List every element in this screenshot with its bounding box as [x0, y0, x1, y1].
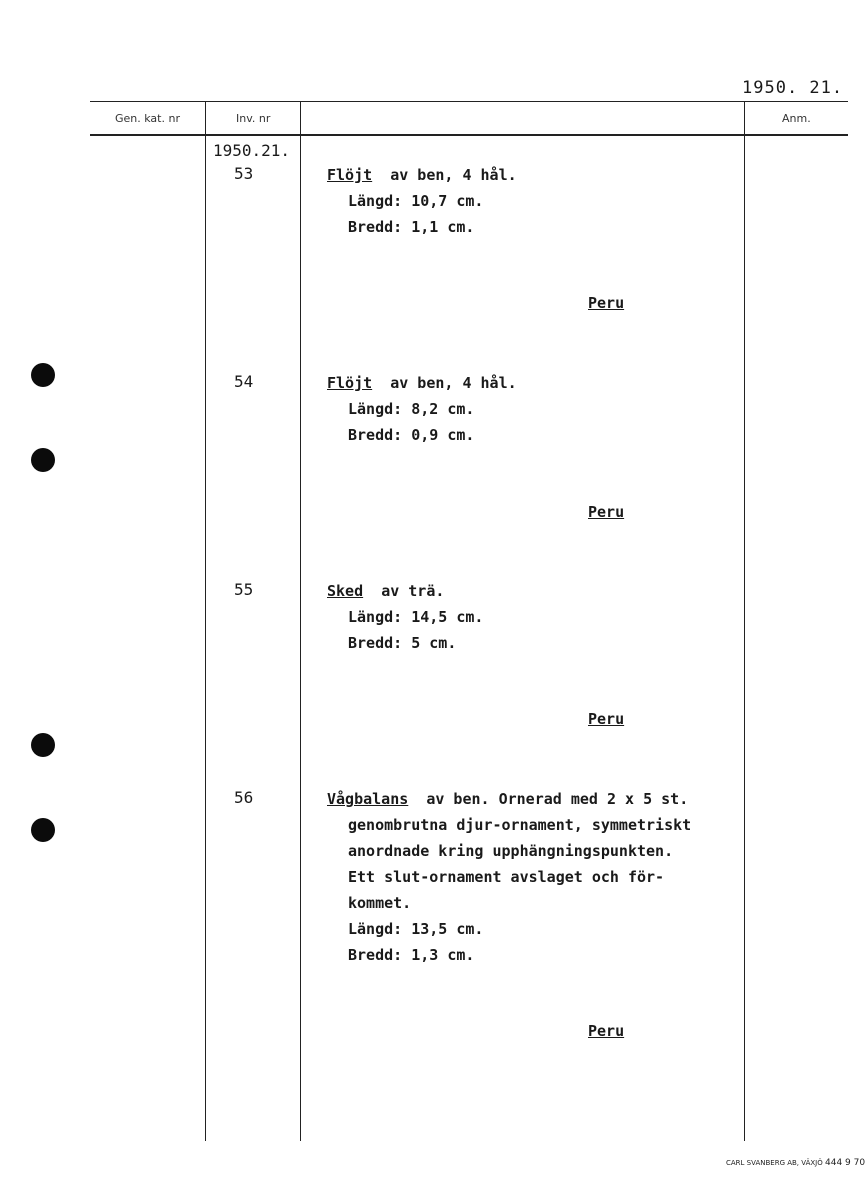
- entry-line: Bredd: 1,3 cm.: [348, 946, 475, 964]
- column-header-anm: Anm.: [782, 112, 811, 125]
- entry-line: anordnade kring upphängningspunkten.: [348, 842, 674, 860]
- entry-description: [327, 162, 755, 240]
- entry-description: [327, 370, 755, 448]
- entry-first-line: [327, 786, 755, 812]
- entry-line: genombrutna djur-ornament, symmetriskt: [348, 816, 692, 834]
- entry-line: Ett slut-ornament avslaget och för-: [348, 868, 665, 886]
- form-code: 444 9 70: [825, 1158, 866, 1168]
- punch-hole: [31, 363, 55, 387]
- entry-line: Längd: 8,2 cm.: [348, 400, 475, 418]
- column-header-gen-kat-nr: Gen. kat. nr: [115, 112, 180, 125]
- entry-number: 54: [234, 372, 254, 391]
- entry-line: Längd: 14,5 cm.: [348, 608, 484, 626]
- entry-title: Flöjt: [327, 374, 373, 392]
- entry-first-line: [327, 578, 755, 604]
- entry-line: Bredd: 0,9 cm.: [348, 426, 475, 444]
- entry-title: Sked: [327, 582, 364, 600]
- series-number: 1950.21.: [213, 141, 291, 160]
- printer-name: CARL SVANBERG AB, VÄXJÖ: [726, 1159, 823, 1167]
- punch-hole: [31, 448, 55, 472]
- punch-hole: [31, 733, 55, 757]
- entry-description: [327, 578, 755, 656]
- entry-origin: Peru: [588, 710, 625, 728]
- entry-line: Längd: 13,5 cm.: [348, 920, 484, 938]
- printer-footer: [726, 1158, 865, 1168]
- entry-title: Flöjt: [327, 166, 373, 184]
- column-header-inv-nr: Inv. nr: [236, 112, 271, 125]
- entry-origin: Peru: [588, 294, 625, 312]
- entry-line: av ben. Ornerad med 2 x 5 st.: [426, 790, 689, 808]
- entry-line: av trä.: [381, 582, 445, 600]
- entry-number: 53: [234, 164, 254, 183]
- page-number: 1950. 21.: [742, 78, 844, 98]
- header-bottom-rule: [90, 134, 848, 136]
- header-top-rule: [90, 101, 848, 102]
- entry-origin: Peru: [588, 1022, 625, 1040]
- entry-line: Bredd: 5 cm.: [348, 634, 457, 652]
- entry-first-line: [327, 162, 755, 188]
- entry-line: Längd: 10,7 cm.: [348, 192, 484, 210]
- entry-description: [327, 786, 755, 968]
- entry-title: Vågbalans: [327, 790, 409, 808]
- entry-line: kommet.: [348, 894, 412, 912]
- entry-first-line: [327, 370, 755, 396]
- entry-number: 56: [234, 788, 254, 807]
- column-divider-2: [300, 101, 301, 1141]
- punch-hole: [31, 818, 55, 842]
- entry-line: Bredd: 1,1 cm.: [348, 218, 475, 236]
- entry-line: av ben, 4 hål.: [390, 374, 517, 392]
- entry-number: 55: [234, 580, 254, 599]
- entry-origin: Peru: [588, 503, 625, 521]
- column-divider-1: [205, 101, 206, 1141]
- entry-line: av ben, 4 hål.: [390, 166, 517, 184]
